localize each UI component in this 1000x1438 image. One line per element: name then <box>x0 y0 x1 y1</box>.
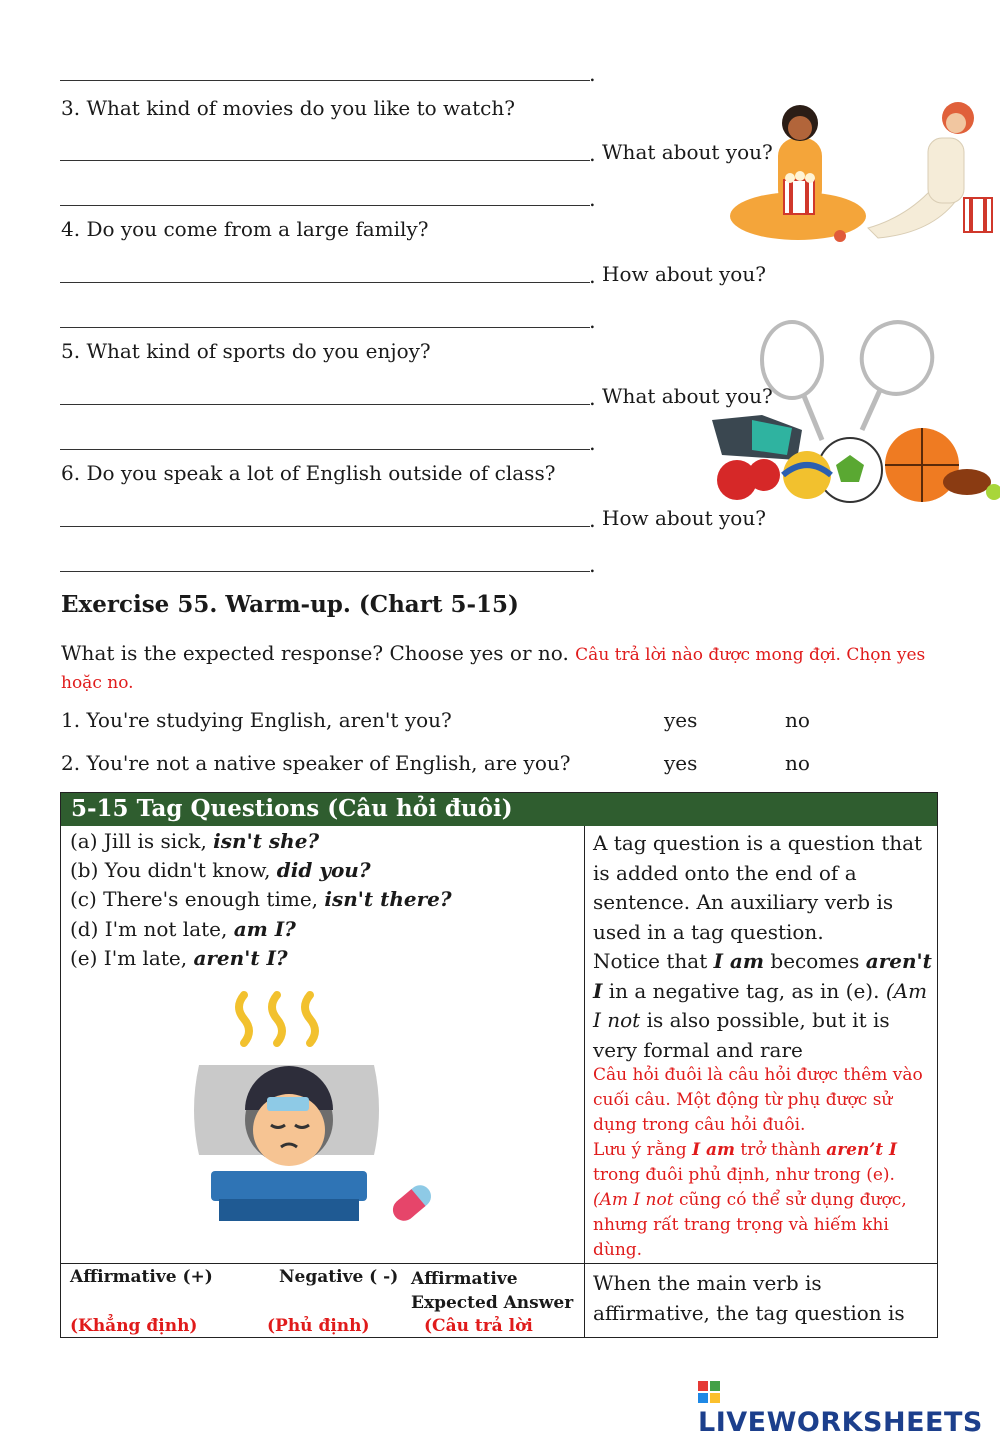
answer-line[interactable] <box>60 282 590 283</box>
example-c: (c) There's enough time, isn't there? <box>70 887 452 911</box>
follow-up: What about you? <box>602 384 773 408</box>
column-affirmative: Affirmative (+) <box>70 1267 213 1287</box>
question-5: 5. What kind of sports do you enjoy? <box>61 339 431 363</box>
period: . <box>589 386 596 410</box>
answer-line[interactable] <box>60 327 590 328</box>
example-e: (e) I'm late, aren't I? <box>70 946 288 970</box>
exercise-item-2: 2. You're not a native speaker of English, are you? <box>61 751 571 775</box>
movie-watchers-illustration <box>728 98 998 248</box>
question-6: 6. Do you speak a lot of English outside of class? <box>61 461 556 485</box>
explanation-en: A tag question is a question that is added onto the end of a sentence. An auxiliary verb is used in a tag question. Notice that I am becomes aren't I in a negative tag, as in (e). (Am I not is also possible, but it is very formal and rare <box>593 831 932 1062</box>
answer-line[interactable] <box>60 404 590 405</box>
note-affirmative: When the main verb is affirmative, the tag question is <box>593 1271 905 1325</box>
answer-line[interactable] <box>60 80 590 81</box>
question-4: 4. Do you come from a large family? <box>61 217 429 241</box>
option-no[interactable]: no <box>785 708 810 732</box>
divider <box>61 1263 937 1264</box>
column-expected: Affirmative Expected Answer <box>411 1269 574 1313</box>
answer-line[interactable] <box>60 449 590 450</box>
column-negative-vi: (Phủ định) <box>267 1316 370 1336</box>
column-negative: Negative ( -) <box>279 1267 399 1287</box>
answer-line[interactable] <box>60 160 590 161</box>
exercise-instruction: What is the expected response? Choose yes or no. Câu trả lời nào được mong đợi. Chọn yes hoặc no. <box>61 641 926 693</box>
brand-name: LIVEWORKSHEETS <box>698 1407 983 1438</box>
instruction-vietnamese: Câu trả lời nào được mong đợi. Chọn yes hoặc no. <box>61 645 926 693</box>
logo-icon <box>698 1381 720 1403</box>
answer-line[interactable] <box>60 571 590 572</box>
liveworksheets-logo <box>698 1376 1000 1438</box>
period: . <box>589 62 596 86</box>
follow-up: How about you? <box>602 262 766 286</box>
follow-up: What about you? <box>602 140 773 164</box>
period: . <box>589 187 596 211</box>
exercise-item-1: 1. You're studying English, aren't you? <box>61 708 452 732</box>
explanation-vi: Câu hỏi đuôi là câu hỏi được thêm vào cuối câu. Một động từ phụ được sử dụng trong câu hỏi đuôi. Lưu ý rằng I am trở thành aren’t I trong đuôi phủ định, như trong (e). (Am I not cũng có thể sử dụng được, nhưng rất trang trọng và hiếm khi dùng. <box>593 1065 923 1260</box>
period: . <box>589 431 596 455</box>
period: . <box>589 508 596 532</box>
answer-line[interactable] <box>60 205 590 206</box>
sports-equipment-illustration <box>692 320 1000 505</box>
answer-line[interactable] <box>60 526 590 527</box>
period: . <box>589 264 596 288</box>
option-yes[interactable]: yes <box>664 708 698 732</box>
sick-person-illustration <box>189 985 449 1235</box>
chart-title: 5-15 Tag Questions (Câu hỏi đuôi) <box>61 793 937 826</box>
follow-up: How about you? <box>602 506 766 530</box>
column-affirmative-vi: (Khẳng định) <box>70 1316 198 1336</box>
grammar-chart <box>60 792 938 1338</box>
period: . <box>589 142 596 166</box>
option-no[interactable]: no <box>785 751 810 775</box>
example-a: (a) Jill is sick, isn't she? <box>70 829 320 853</box>
column-expected-vi: (Câu trả lời <box>424 1316 533 1336</box>
exercise-heading: Exercise 55. Warm-up. (Chart 5-15) <box>61 591 519 618</box>
option-yes[interactable]: yes <box>664 751 698 775</box>
example-d: (d) I'm not late, am I? <box>70 917 296 941</box>
divider <box>584 826 585 1337</box>
period: . <box>589 309 596 333</box>
example-b: (b) You didn't know, did you? <box>70 858 371 882</box>
question-3: 3. What kind of movies do you like to watch? <box>61 96 515 120</box>
period: . <box>589 553 596 577</box>
